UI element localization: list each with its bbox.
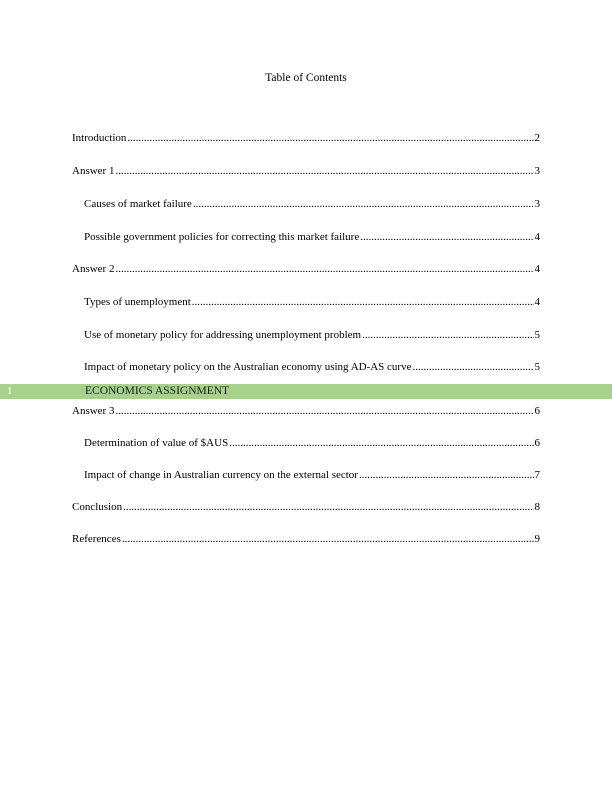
- toc-title: Table of Contents: [265, 72, 347, 84]
- toc-entry-label: Impact of change in Australian currency on the external sector: [84, 469, 358, 481]
- toc-entry-page: 4: [534, 263, 540, 275]
- toc-entry-label: Possible government policies for correcting this market failure: [84, 231, 360, 243]
- toc-entry-page: 7: [534, 469, 540, 481]
- toc-entry[interactable]: [72, 404, 540, 418]
- toc-entry-page: 3: [534, 198, 540, 210]
- toc-leader-dots: [362, 328, 533, 342]
- toc-entry-page: 8: [534, 501, 540, 513]
- toc-leader-dots: [412, 360, 533, 374]
- toc-entry-page: 2: [534, 132, 540, 144]
- toc-entry-label: Causes of market failure: [84, 198, 192, 210]
- toc-leader-dots: [193, 197, 534, 211]
- toc-entry-label: Introduction: [72, 132, 127, 144]
- toc-entry[interactable]: [72, 164, 540, 178]
- toc-entry-label: Answer 2: [72, 263, 115, 275]
- toc-entry-label: Determination of value of $AUS: [84, 437, 229, 449]
- toc-entry[interactable]: [72, 262, 540, 276]
- running-header: ECONOMICS ASSIGNMENT: [85, 385, 230, 397]
- toc-entry-label: Conclusion: [72, 501, 123, 513]
- toc-entry-label: Impact of monetary policy on the Australian economy using AD-AS curve: [84, 361, 412, 373]
- toc-entry[interactable]: [84, 436, 540, 450]
- toc-entry[interactable]: [84, 360, 540, 374]
- toc-entry[interactable]: [72, 532, 540, 546]
- toc-entry[interactable]: [72, 500, 540, 514]
- toc-entry-label: Answer 3: [72, 405, 115, 417]
- page-number: 1: [7, 385, 13, 397]
- toc-entry-page: 5: [534, 329, 540, 341]
- toc-leader-dots: [122, 532, 534, 546]
- toc-entry-label: Answer 1: [72, 165, 115, 177]
- toc-leader-dots: [115, 164, 533, 178]
- toc-entry-page: 6: [534, 405, 540, 417]
- toc-leader-dots: [229, 436, 533, 450]
- toc-entry[interactable]: [84, 328, 540, 342]
- toc-leader-dots: [127, 131, 533, 145]
- toc-entry-label: Types of unemployment: [84, 296, 191, 308]
- toc-leader-dots: [115, 262, 533, 276]
- toc-entry-page: 5: [534, 361, 540, 373]
- toc-leader-dots: [360, 230, 533, 244]
- toc-entry[interactable]: [84, 295, 540, 309]
- toc-leader-dots: [192, 295, 534, 309]
- toc-entry[interactable]: [84, 197, 540, 211]
- toc-entry[interactable]: [84, 468, 540, 482]
- toc-leader-dots: [123, 500, 533, 514]
- toc-entry-page: 9: [534, 533, 540, 545]
- toc-leader-dots: [115, 404, 533, 418]
- toc-entry-page: 4: [534, 296, 540, 308]
- toc-entry-page: 3: [534, 165, 540, 177]
- toc-entry-label: Use of monetary policy for addressing unemployment problem: [84, 329, 362, 341]
- toc-leader-dots: [359, 468, 534, 482]
- toc-entry-page: 6: [534, 437, 540, 449]
- toc-entry-label: References: [72, 533, 121, 545]
- toc-entry-page: 4: [534, 231, 540, 243]
- toc-entry[interactable]: [72, 131, 540, 145]
- toc-entry[interactable]: [84, 230, 540, 244]
